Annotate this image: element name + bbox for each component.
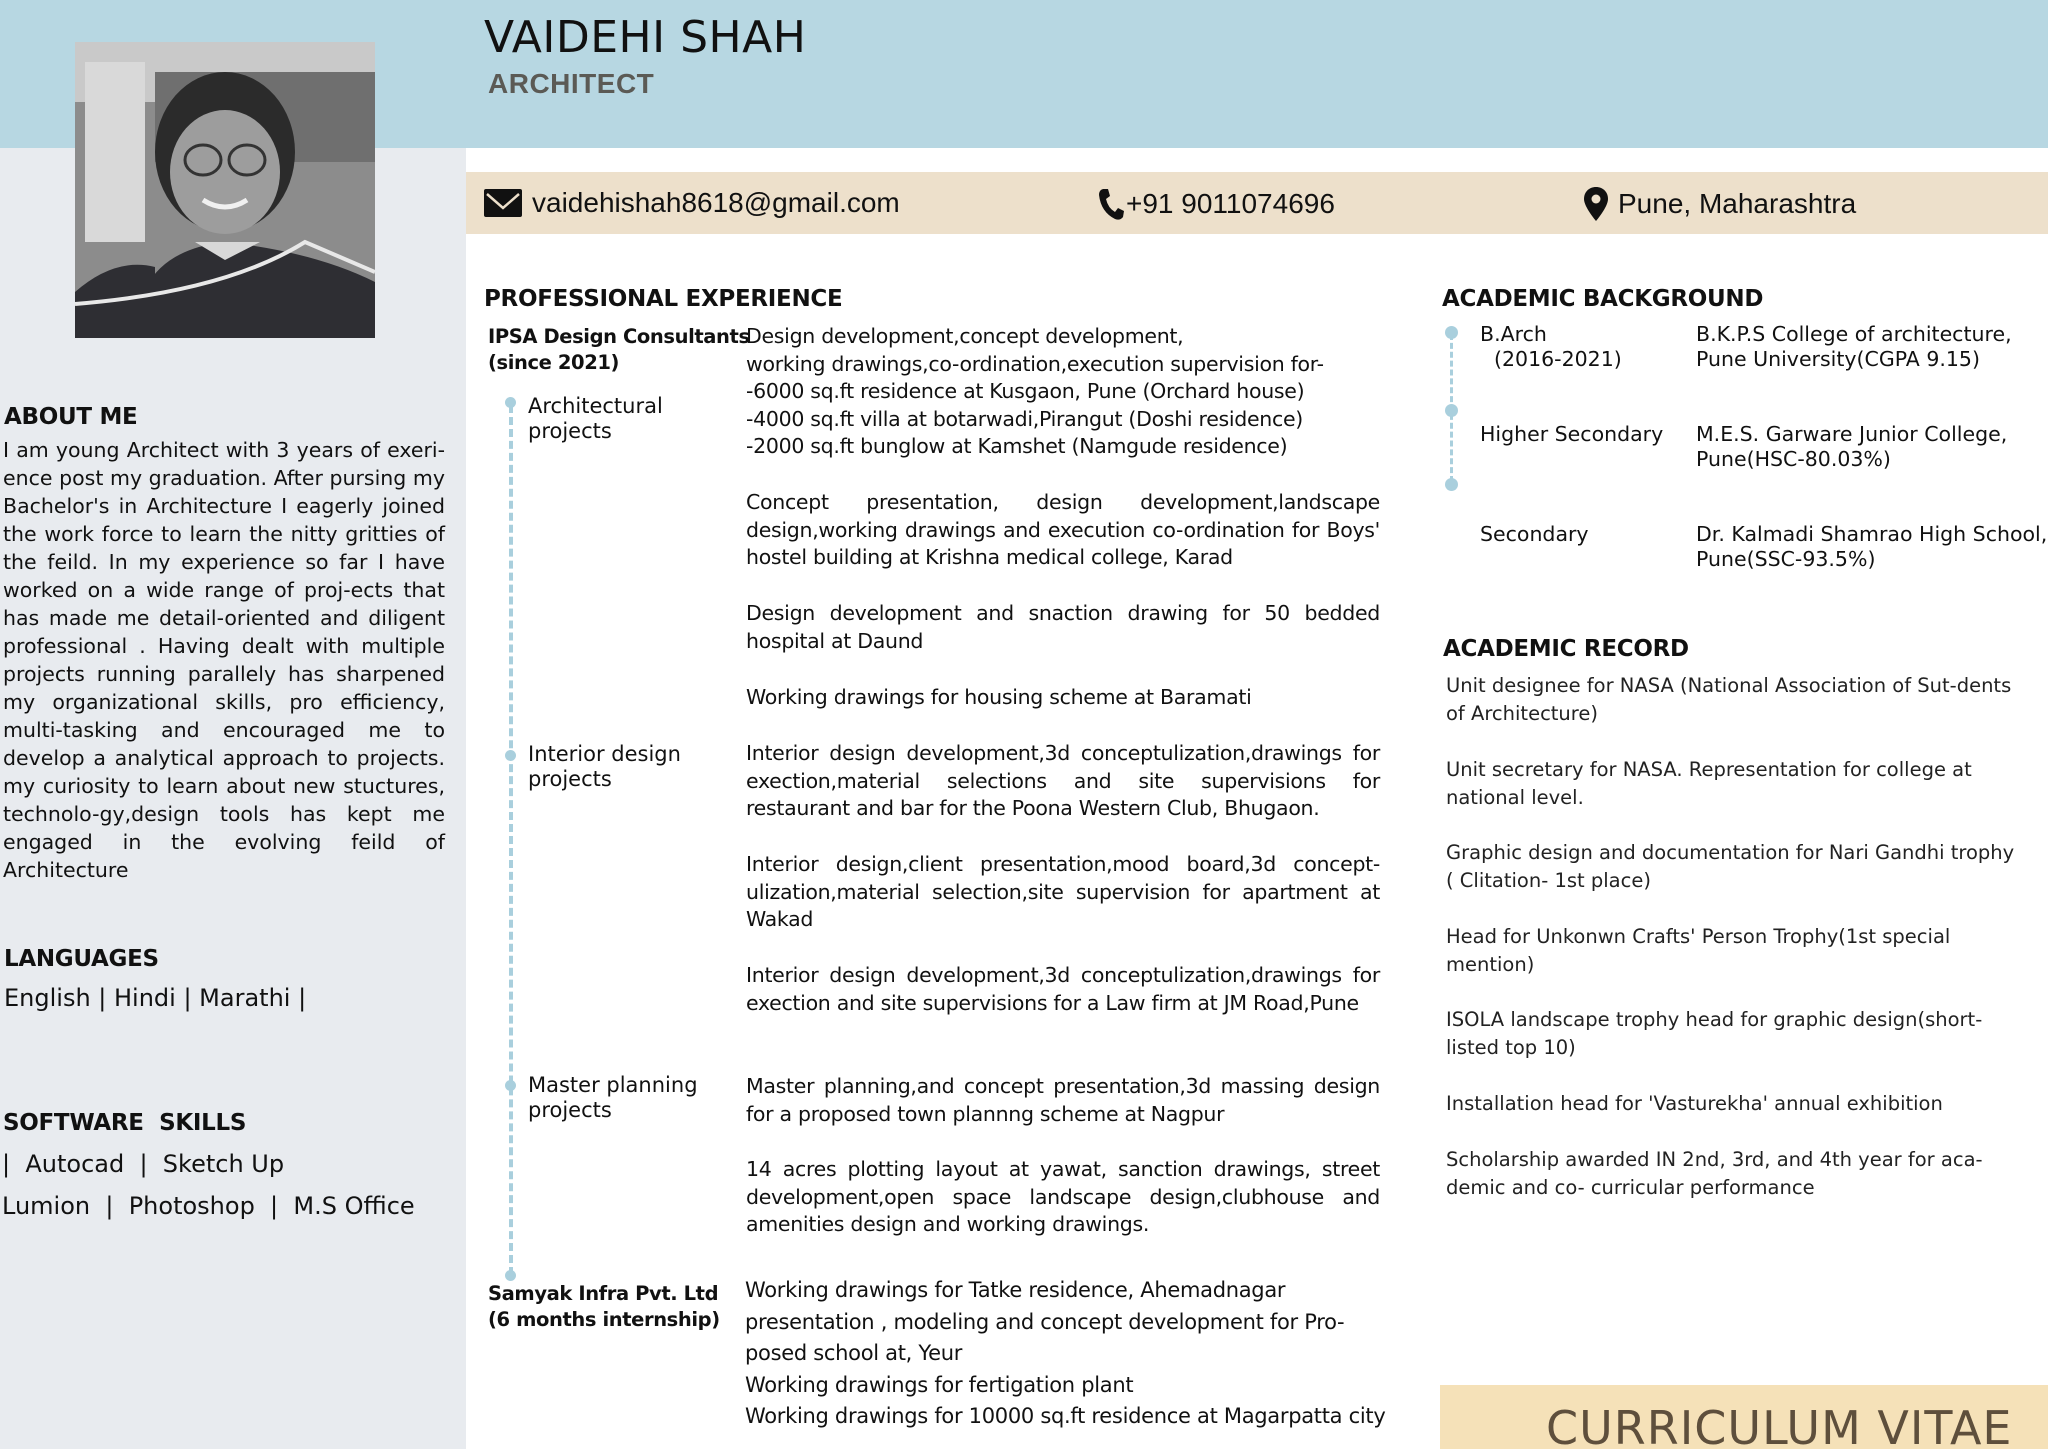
category-label: Master planning (528, 1073, 698, 1097)
experience-line: working drawings,co-ordination,execution supervision for- (746, 351, 1324, 376)
category-architectural (528, 394, 663, 444)
education-institution (1696, 522, 2048, 572)
category-label: Interior design (528, 742, 681, 766)
education-institution (1696, 422, 2048, 472)
timeline-dot (505, 1080, 516, 1091)
company-name: IPSA Design Consultants (488, 325, 750, 348)
experience-line: Working drawings for Tatke residence, Ahemadnagar (745, 1278, 1286, 1302)
education-years: (2016-2021) (1494, 347, 1622, 371)
envelope-icon (484, 189, 522, 217)
experience-item: Working drawings for housing scheme at Baramati (746, 685, 1252, 709)
experience-line: Working drawings for 10000 sq.ft residence at Magarpatta city (745, 1404, 1386, 1428)
institution-line: B.K.P.S College of architecture, (1696, 322, 2012, 346)
experience-item: Concept presentation, design development,landscape design,working drawings and execution co-ordination for Boys' hostel building at Krishna medical college, Karad (746, 490, 1380, 569)
samyak-work-list (745, 1275, 1385, 1433)
experience-item: Design development and snaction drawing for 50 bedded hospital at Daund (746, 601, 1380, 653)
software-line-1: | Autocad | Sketch Up (2, 1150, 285, 1178)
company-name: Samyak Infra Pvt. Ltd (488, 1282, 719, 1305)
education-level: Secondary (1480, 522, 1589, 546)
timeline-dot (1445, 326, 1458, 339)
software-title: SOFTWARE SKILLS (3, 1110, 247, 1136)
category-master-planning (528, 1073, 698, 1123)
academic-background-title: ACADEMIC BACKGROUND (1442, 286, 1764, 312)
person-role: ARCHITECT (488, 68, 655, 99)
experience-item: Interior design,client presentation,mood board,3d concept-ulization,material selection,site supervision for apartment at Wakad (746, 852, 1380, 931)
person-name: VAIDEHI SHAH (484, 12, 807, 63)
experience-line: presentation , modeling and concept development for Pro- (745, 1309, 1345, 1334)
about-text: I am young Architect with 3 years of exeri-ence post my graduation. After pursing my Bachelor's in Architecture I eagerly joined the work force to learn the nitty gritties of the feild. In my experience so far I have worked on a wide range of proj-ects that has made me detail-oriented and diligent professional . Having dealt with multiple projects running parallely has sharpened my organizational skills, pro efficiency, multi-tasking and encouraged me to develop a analytical approach to projects. my curiosity to learn about new stuctures, technolo-gy,design tools has kept me engaged in the evolving feild of Architecture (3, 438, 445, 882)
map-pin-icon (1584, 187, 1608, 221)
experience-item: Interior design development,3d conceptulization,drawings for exection,material selections and site supervisions for restaurant and bar for the Poona Western Club, Bhugaon. (746, 741, 1380, 820)
banner-text: CURRICULUM VITAE (1546, 1401, 2013, 1449)
record-item: Head for Unkonwn Crafts' Person Trophy(1st special mention) (1446, 925, 1951, 976)
category-label: Architectural (528, 394, 663, 418)
languages-list: English | Hindi | Marathi | (4, 984, 307, 1012)
record-item: Installation head for 'Vasturekha' annual exhibition (1446, 1092, 1943, 1115)
category-interior (528, 742, 681, 792)
institution-line: Dr. Kalmadi Shamrao High School, (1696, 522, 2048, 546)
institution-line: Pune(SSC-93.5%) (1696, 547, 1876, 571)
record-item: Unit designee for NASA (National Association of Sut-dents of Architecture) (1446, 674, 2012, 725)
record-item: Graphic design and documentation for Nari Gandhi trophy ( Clitation- 1st place) (1446, 841, 2015, 892)
phone-icon (1098, 187, 1124, 221)
contact-phone[interactable] (1098, 187, 1335, 221)
portrait-icon (75, 42, 375, 338)
category-label: projects (528, 419, 612, 443)
experience-title: PROFESSIONAL EXPERIENCE (484, 286, 843, 312)
timeline-dot (1445, 404, 1458, 417)
email-text: vaidehishah8618@gmail.com (532, 187, 900, 218)
experience-item: Master planning,and concept presentation,3d massing design for a proposed town plannng scheme at Nagpur (746, 1074, 1380, 1126)
education-institution (1696, 322, 2048, 372)
curriculum-vitae-banner (1440, 1385, 2048, 1449)
experience-line: Design development,concept development, (746, 324, 1184, 348)
category-label: projects (528, 767, 612, 791)
contact-bar (466, 172, 2048, 234)
experience-line: -2000 sq.ft bunglow at Kamshet (Namgude residence) (746, 434, 1288, 458)
software-line-2: Lumion | Photoshop | M.S Office (2, 1192, 415, 1220)
timeline-dot (1445, 478, 1458, 491)
experience-timeline (509, 405, 513, 1275)
institution-line: M.E.S. Garware Junior College, (1696, 422, 2008, 446)
record-item: Scholarship awarded IN 2nd, 3rd, and 4th year for aca-demic and co- curricular performance (1446, 1148, 1983, 1199)
languages-title: LANGUAGES (4, 946, 159, 972)
record-item: ISOLA landscape trophy head for graphic design(short-listed top 10) (1446, 1008, 1983, 1059)
experience-line: -6000 sq.ft residence at Kusgaon, Pune (Orchard house) (746, 379, 1305, 403)
experience-item (746, 323, 1446, 461)
about-title: ABOUT ME (4, 404, 138, 430)
experience-line: -4000 sq.ft villa at botarwadi,Pirangut (Doshi residence) (746, 406, 1303, 431)
institution-line: Pune(HSC-80.03%) (1696, 447, 1891, 471)
academic-record-title: ACADEMIC RECORD (1443, 636, 1689, 662)
company-period: (since 2021) (488, 351, 620, 374)
institution-line: Pune University(CGPA 9.15) (1696, 347, 1980, 371)
company-ipsa (488, 324, 750, 376)
profile-photo (75, 42, 375, 338)
experience-item: 14 acres plotting layout at yawat, sanction drawings, street development,open space landscape design,clubhouse and amenities design and working drawings. (746, 1157, 1380, 1236)
phone-text: +91 9011074696 (1126, 188, 1335, 219)
experience-item: Interior design development,3d conceptulization,drawings for exection and site supervisions for a Law firm at JM Road,Pune (746, 963, 1380, 1015)
company-samyak (488, 1281, 720, 1333)
education-degree: B.Arch (1480, 322, 1547, 346)
timeline-dot (505, 750, 516, 761)
experience-line: posed school at, Yeur (745, 1341, 963, 1365)
location-text: Pune, Maharashtra (1618, 188, 1857, 219)
education-level (1480, 322, 1622, 372)
timeline-dot (505, 397, 516, 408)
contact-location (1584, 187, 1856, 221)
company-period: (6 months internship) (488, 1308, 720, 1331)
category-label: projects (528, 1098, 612, 1122)
record-item: Unit secretary for NASA. Representation for college at national level. (1446, 758, 1972, 809)
contact-email[interactable] (484, 187, 900, 219)
education-level: Higher Secondary (1480, 422, 1664, 446)
experience-line: Working drawings for fertigation plant (745, 1372, 1134, 1397)
timeline-dot (505, 1270, 516, 1281)
